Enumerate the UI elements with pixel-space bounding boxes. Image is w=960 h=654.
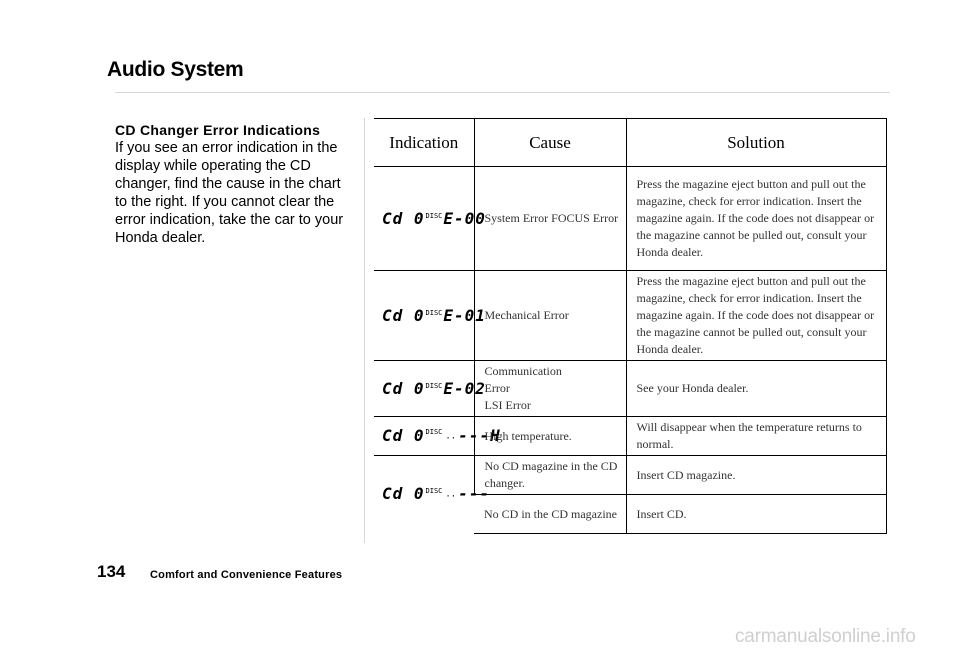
table-row xyxy=(374,271,886,361)
footer-section-title: Comfort and Convenience Features xyxy=(150,569,343,581)
table-row xyxy=(374,456,886,495)
indication-display xyxy=(374,271,486,361)
solution-cell: Press the magazine eject button and pull out the magazine, check for error indication. Insert the magazine again. If the code does not disappear or the magazine cannot be pulled out, consult your Honda dealer. xyxy=(626,271,886,361)
cause-cell: System Error FOCUS Error xyxy=(474,167,626,271)
lcd-readout: Cd $0^{DISC}E-02$ xyxy=(382,379,486,399)
solution-cell: Insert CD. xyxy=(626,495,886,534)
indication-display xyxy=(374,456,491,534)
section-title: CD Changer Error Indications xyxy=(115,122,321,138)
table-row xyxy=(374,167,886,271)
header-indication: Indication xyxy=(374,119,474,167)
cause-cell: Communication Error LSI Error xyxy=(474,361,626,417)
solution-cell: Will disappear when the temperature returns to normal. xyxy=(626,417,886,456)
disc-label: DISC xyxy=(425,428,443,437)
solution-cell: See your Honda dealer. xyxy=(626,361,886,417)
disc-label: DISC xyxy=(425,487,443,496)
error-indication-table xyxy=(374,118,887,534)
solution-cell: Insert CD magazine. xyxy=(626,456,886,495)
indication-display xyxy=(374,417,501,456)
table-row xyxy=(374,361,886,417)
disc-label: DISC xyxy=(425,381,443,390)
header-cause: Cause xyxy=(474,119,626,167)
page-title: Audio System xyxy=(107,58,244,81)
section-body: If you see an error indication in the display while operating the CD changer, find the cause in the chart to the right. If you cannot clear the error indication, take the car to your Honda dealer. xyxy=(115,140,344,246)
lcd-readout: Cd $0^{DISC}\cdot\cdot ---H$ xyxy=(382,425,501,445)
column-divider xyxy=(364,118,365,543)
disc-label: DISC xyxy=(425,308,443,317)
watermark: carmanualsonline.info xyxy=(735,626,916,647)
lcd-readout: Cd $0^{DISC}E-00$ xyxy=(382,209,486,229)
header-rule xyxy=(115,92,890,93)
lcd-readout: Cd $0^{DISC}E-01$ xyxy=(382,306,486,326)
cause-cell: Mechanical Error xyxy=(474,271,626,361)
cause-cell: High temperature. xyxy=(474,417,626,456)
indication-display xyxy=(374,167,486,271)
disc-label: DISC xyxy=(425,211,443,220)
table-row xyxy=(374,417,886,456)
cause-cell: No CD magazine in the CD changer. xyxy=(474,456,626,495)
cause-cell: No CD in the CD magazine xyxy=(474,495,626,534)
solution-cell: Press the magazine eject button and pull out the magazine, check for error indication. Insert the magazine again. If the code does not disappear or the magazine cannot be pulled out, consult your Honda dealer. xyxy=(626,167,886,271)
page-number: 134 xyxy=(97,562,126,581)
table-header-row xyxy=(374,119,886,167)
lcd-readout: Cd $0^{DISC}\cdot\cdot$ --- xyxy=(382,484,491,504)
indication-display xyxy=(374,361,486,417)
header-solution: Solution xyxy=(626,119,886,167)
